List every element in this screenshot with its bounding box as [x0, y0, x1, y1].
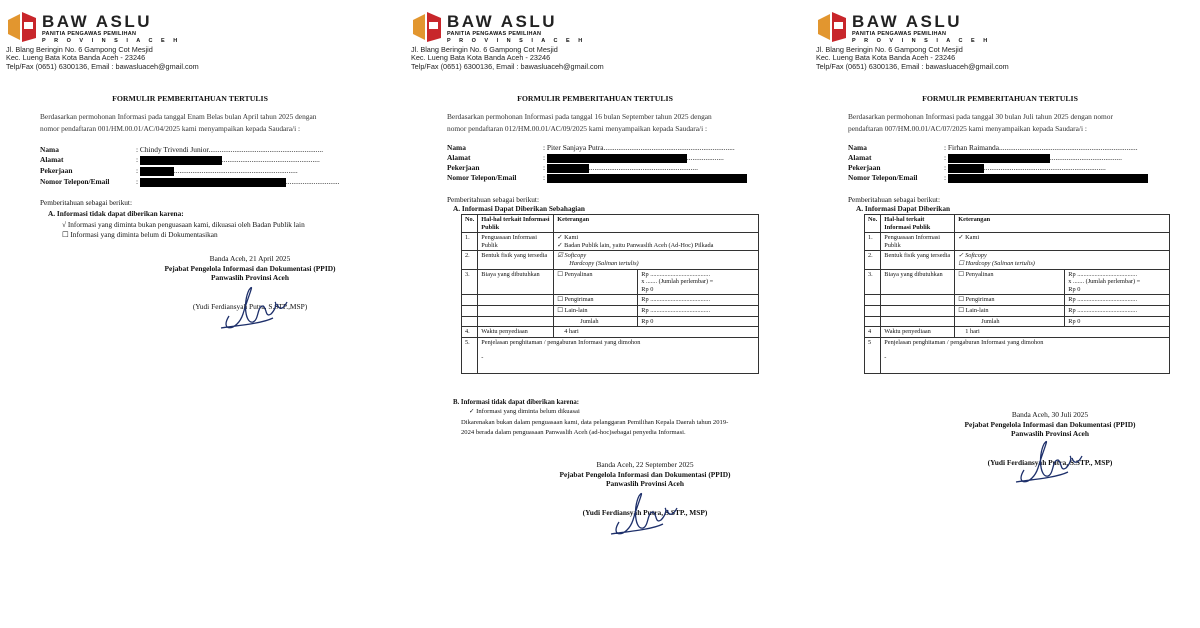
signature-role: Pejabat Pengelola Informasi dan Dokumentasi (PPID)	[164, 263, 336, 273]
cell-no: 2.	[865, 251, 881, 269]
cell-cost: Rp 0	[638, 316, 759, 327]
field-label: Nomor Telepon/Email	[447, 173, 517, 182]
section-a-heading: A. Informasi Dapat Diberikan Sebahagian	[453, 204, 585, 213]
redacted-value: :	[543, 173, 763, 183]
column-header: No.	[865, 215, 881, 233]
brand-subtitle: PANITIA PENGAWAS PEMILIHAN	[42, 31, 137, 37]
field-value: : Firhan Raimanda...........................................................................	[944, 143, 1138, 152]
intro-line: pendaftaran 007/HM.00.01/AC/07/2025 kami menyampaikan kepada Saudara/i :	[848, 124, 1087, 133]
cell-item	[881, 337, 1170, 373]
cell-line: Rp 0	[1068, 285, 1081, 293]
cell-line: ✓ Softcopy	[958, 252, 987, 260]
cell-keterangan	[955, 251, 1170, 269]
reason-item: ✓ Informasi yang diminta belum dikuasai	[469, 408, 580, 415]
table-row	[462, 305, 759, 316]
form-title: FORMULIR PEMBERITAHUAN TERTULIS	[517, 94, 673, 103]
column-header: Hal-hal terkait Informasi Publik	[478, 215, 554, 233]
cell-item: Bentuk fisik yang tersedia	[881, 251, 955, 269]
table-row	[462, 337, 759, 373]
form-title: FORMULIR PEMBERITAHUAN TERTULIS	[112, 94, 268, 103]
cell-line: Penjelasan penghitaman / pengaburan Informasi yang dimohon	[481, 338, 641, 346]
table-header-row	[865, 215, 1170, 233]
intro-text	[848, 111, 1178, 135]
redacted-value: : ...................................................................	[136, 166, 298, 175]
table-row	[865, 316, 1170, 327]
cell-option: ☐ Penyalinan	[955, 269, 1065, 295]
table-row	[462, 316, 759, 327]
cell-line: Hardcopy (Salinan tertulis)	[569, 259, 639, 267]
cell-no: 3.	[865, 269, 881, 295]
cell-option: ☐ Pengiriman	[955, 295, 1065, 306]
cell-item	[478, 337, 759, 373]
address-line: Kec. Lueng Bata Kota Banda Aceh - 23246	[411, 53, 551, 63]
signature-office: Panwaslih Provinsi Aceh	[1011, 429, 1089, 438]
table-row	[865, 337, 1170, 373]
redacted-value: : ..................................................................	[944, 163, 1106, 172]
table-row	[865, 269, 1170, 295]
cell-no: 5	[865, 337, 881, 373]
signature-name: (Yudi Ferdiansyah Putra, S.STP.,MSP)	[192, 301, 308, 311]
section-b-heading: B. Informasi tidak dapat diberikan karena:	[453, 399, 580, 406]
table-row	[865, 327, 1170, 338]
cell-no: 1.	[462, 233, 478, 251]
cell-no: 3.	[462, 269, 478, 295]
table-row	[462, 295, 759, 306]
address-line: Kec. Lueng Bata Kota Banda Aceh - 23246	[816, 53, 956, 63]
letterhead-address	[6, 46, 199, 71]
cell-option: Jumlah	[554, 316, 638, 327]
intro-line: nomor pendaftaran 001/HM.00.01/AC/04/2025 kami menyampaikan kepada Saudara/i :	[40, 124, 301, 133]
brand-province: P R O V I N S I A C E H	[42, 38, 181, 44]
cell-no: 4	[865, 327, 881, 338]
brand-subtitle: PANITIA PENGAWAS PEMILIHAN	[447, 31, 542, 37]
cell-option: ☐ Lain-lain	[554, 305, 638, 316]
table-row	[462, 251, 759, 269]
intro-line: Berdasarkan permohonan Informasi pada tanggal 30 bulan Juli tahun 2025 dengan nomor	[848, 112, 1113, 121]
address-line: Jl. Blang Beringin No. 6 Gampong Cot Mesjid	[411, 45, 558, 54]
form-title: FORMULIR PEMBERITAHUAN TERTULIS	[922, 94, 1078, 103]
notice-intro: Pemberitahuan sebagai berikut:	[447, 195, 539, 204]
table-row	[462, 233, 759, 251]
reason-item: √ Informasi yang diminta bukan penguasaan kami, dikuasai oleh Badan Publik lain	[62, 220, 305, 229]
cell-line: ✓ Badan Publik lain, yaitu Panwaslih Aceh (Ad-Hoc) Pilkada	[557, 241, 714, 249]
brand-name: BAW ASLU	[447, 12, 558, 31]
address-line: Telp/Fax (0651) 6300136, Email : bawasluaceh@gmail.com	[411, 61, 604, 71]
cell-option: ☐ Lain-lain	[955, 305, 1065, 316]
signature-date: Banda Aceh, 21 April 2025	[209, 254, 291, 263]
brand-subtitle: PANITIA PENGAWAS PEMILIHAN	[852, 31, 947, 37]
field-label: Pekerjaan	[447, 163, 480, 172]
document-3	[810, 0, 1190, 628]
cell-line: Rp ......................................	[1068, 270, 1138, 278]
field-label: Nama	[40, 145, 59, 154]
brand-name: BAW ASLU	[42, 12, 153, 31]
redacted-value: : .....................................................	[136, 155, 320, 164]
cell-line: Penjelasan penghitaman / pengaburan Informasi yang dimohon	[884, 338, 1044, 346]
field-label: Nomor Telepon/Email	[40, 177, 110, 186]
letterhead-address	[816, 46, 1009, 71]
cell-keterangan: 1 hari	[955, 327, 1170, 338]
intro-line: Berdasarkan permohonan Informasi pada tanggal 16 bulan September tahun 2025 dengan	[447, 112, 712, 121]
signature-role: Pejabat Pengelola Informasi dan Dokumentasi (PPID)	[559, 469, 731, 479]
table-row	[865, 251, 1170, 269]
cell-keterangan: 4 hari	[554, 327, 759, 338]
intro-line: Berdasarkan permohonan Informasi pada tanggal Enam Belas bulan April tahun 2025 dengan	[40, 112, 317, 121]
cell-line: x ....... (Jumlah perlembar) =	[1068, 278, 1141, 286]
cell-no: 2.	[462, 251, 478, 269]
cell-line: ☑ Softcopy	[557, 252, 587, 260]
bawaslu-logo-icon	[6, 10, 38, 44]
cell-cost: Rp ......................................	[1065, 305, 1170, 316]
redacted-value: : .............................	[136, 177, 340, 186]
reason-note: Dikarenakan bukan dalam penguasaan kami, data pelanggaran Pemilihan Kepala Daerah tahun 2019-	[461, 419, 729, 426]
signature-office: Panwaslih Provinsi Aceh	[211, 273, 289, 282]
cell-option: ☐ Penyalinan	[554, 269, 638, 295]
cell-line: Rp ......................................	[641, 270, 711, 278]
cell-item: Biaya yang dibutuhkan	[478, 269, 554, 295]
redacted-value: : ....................	[543, 153, 724, 162]
notice-intro: Pemberitahuan sebagai berikut:	[40, 198, 132, 207]
field-value: : Piter Sanjaya Putra.......................................................................	[543, 143, 735, 152]
intro-text	[447, 111, 769, 135]
cell-line: -	[884, 354, 887, 362]
address-line: Telp/Fax (0651) 6300136, Email : bawasluaceh@gmail.com	[6, 61, 199, 71]
signature-role: Pejabat Pengelola Informasi dan Dokumentasi (PPID)	[964, 419, 1136, 429]
brand-province: P R O V I N S I A C E H	[447, 38, 586, 44]
bawaslu-logo-icon	[816, 10, 848, 44]
reason-note: 2024 berada dalam penguasaan Panwaslih Aceh (ad-hoc)sebagai penyedia Informasi.	[461, 429, 686, 436]
cell-no: 4.	[462, 327, 478, 338]
redacted-value: :	[944, 173, 1164, 183]
field-value: : Chindy Trivendi Junior..............................................................	[136, 145, 324, 154]
cell-line: -	[481, 354, 484, 362]
address-line: Jl. Blang Beringin No. 6 Gampong Cot Mesjid	[6, 45, 153, 54]
cell-keterangan: ✓ Kami	[955, 233, 1170, 251]
field-label: Alamat	[447, 153, 471, 162]
reason-item: ☐ Informasi yang diminta belum di Dokumentasikan	[62, 230, 218, 239]
cell-cost	[1065, 269, 1170, 295]
redacted-value: : .......................................	[944, 153, 1122, 162]
signature-name: (Yudi Ferdiansyah Putra, S.STP., MSP)	[582, 507, 708, 517]
field-label: Nomor Telepon/Email	[848, 173, 918, 182]
cell-option: Jumlah	[955, 316, 1065, 327]
cell-item: Penguasaan Informasi Publik	[478, 233, 554, 251]
handwritten-signature-icon	[605, 482, 685, 544]
field-label: Pekerjaan	[848, 163, 881, 172]
address-line: Kec. Lueng Bata Kota Banda Aceh - 23246	[6, 53, 146, 63]
cell-line: Rp 0	[641, 285, 654, 293]
section-a-heading: A. Informasi Dapat Diberikan	[856, 204, 951, 213]
document-2	[405, 0, 785, 628]
cell-item: Biaya yang dibutuhkan	[881, 269, 955, 295]
column-header: Keterangan	[955, 215, 1170, 233]
info-table	[461, 214, 759, 374]
field-label: Nama	[848, 143, 867, 152]
table-header-row	[462, 215, 759, 233]
field-label: Nama	[447, 143, 466, 152]
letterhead-address	[411, 46, 604, 71]
intro-line: nomor pendaftaran 012/HM.00.01/AC/09/2025 kami menyampaikan kepada Saudara/i :	[447, 124, 708, 133]
intro-text	[40, 111, 362, 135]
signature-date: Banda Aceh, 30 Juli 2025	[1011, 410, 1089, 419]
cell-item: Bentuk fisik yang tersedia	[478, 251, 554, 269]
cell-cost	[638, 269, 759, 295]
info-table	[864, 214, 1170, 374]
cell-cost: Rp ......................................	[638, 305, 759, 316]
address-line: Telp/Fax (0651) 6300136, Email : bawasluaceh@gmail.com	[816, 61, 1009, 71]
brand-province: P R O V I N S I A C E H	[852, 38, 991, 44]
cell-line: ☐ Hardcopy (Salinan tertulis)	[958, 259, 1035, 267]
document-1	[0, 0, 380, 628]
cell-option: ☐ Pengiriman	[554, 295, 638, 306]
cell-cost: Rp ......................................	[638, 295, 759, 306]
column-header: Hal-hal terkait Informasi Publik	[881, 215, 955, 233]
table-row	[462, 269, 759, 295]
cell-line: ✓ Kami	[557, 234, 579, 242]
field-label: Pekerjaan	[40, 166, 73, 175]
cell-line: x ....... (Jumlah perlembar) =	[641, 278, 714, 286]
cell-keterangan	[554, 233, 759, 251]
notice-intro: Pemberitahuan sebagai berikut:	[848, 195, 940, 204]
section-a-heading: A. Informasi tidak dapat diberikan karena:	[48, 209, 184, 218]
field-label: Alamat	[40, 155, 64, 164]
handwritten-signature-icon	[215, 276, 295, 338]
table-row	[865, 295, 1170, 306]
cell-no: 5.	[462, 337, 478, 373]
cell-cost: Rp 0	[1065, 316, 1170, 327]
cell-keterangan	[554, 251, 759, 269]
redacted-value: : ...........................................................	[543, 163, 698, 172]
cell-item: Waktu penyediaan	[478, 327, 554, 338]
address-line: Jl. Blang Beringin No. 6 Gampong Cot Mesjid	[816, 45, 963, 54]
signature-office: Panwaslih Provinsi Aceh	[606, 479, 684, 488]
table-row	[462, 327, 759, 338]
table-row	[865, 305, 1170, 316]
cell-no: 1.	[865, 233, 881, 251]
column-header: Keterangan	[554, 215, 759, 233]
cell-item: Penguasaan Informasi Publik	[881, 233, 955, 251]
cell-item: Waktu penyediaan	[881, 327, 955, 338]
brand-name: BAW ASLU	[852, 12, 963, 31]
handwritten-signature-icon	[1010, 430, 1090, 492]
signature-date: Banda Aceh, 22 September 2025	[596, 460, 694, 469]
bawaslu-logo-icon	[411, 10, 443, 44]
column-header: No.	[462, 215, 478, 233]
field-label: Alamat	[848, 153, 872, 162]
table-row	[865, 233, 1170, 251]
cell-cost: Rp ......................................	[1065, 295, 1170, 306]
signature-name: (Yudi Ferdiansyah Putra, S.STP., MSP)	[987, 457, 1113, 467]
